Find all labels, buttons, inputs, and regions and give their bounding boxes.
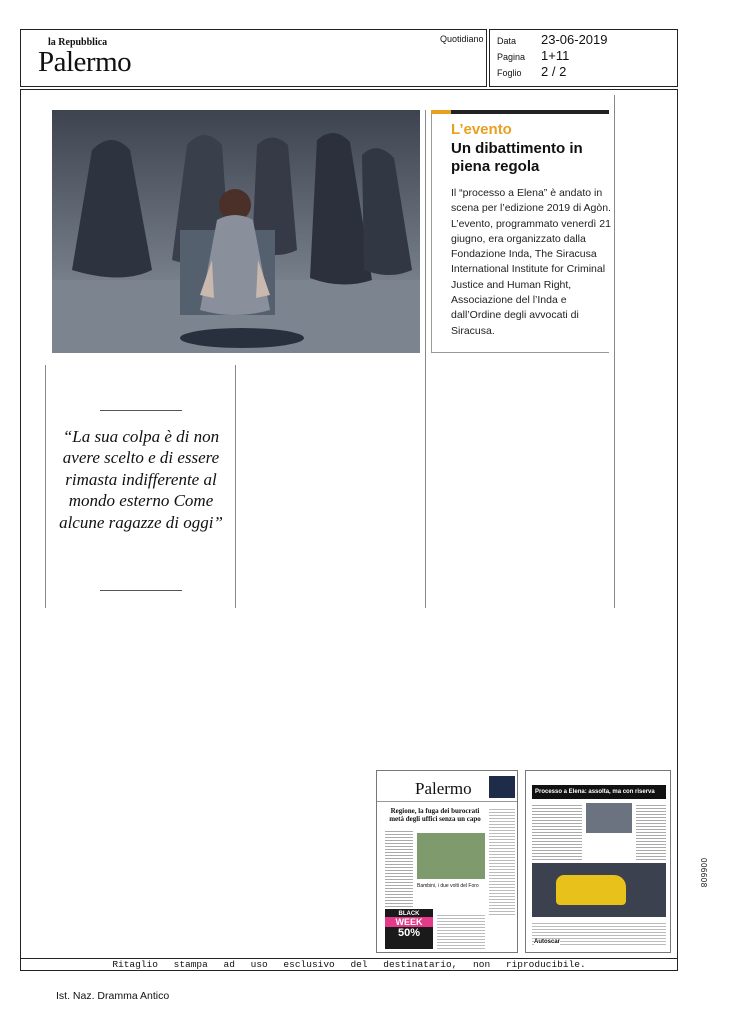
- front-page-thumbnail: [376, 770, 518, 953]
- frequency-label: Quotidiano: [440, 34, 484, 44]
- thumb-ad-mid: WEEK: [385, 917, 433, 927]
- date-label: Data: [497, 36, 517, 46]
- box-bottom-border: [431, 352, 609, 353]
- box-kicker: L’evento: [451, 121, 512, 138]
- inner-page-thumbnail: [525, 770, 671, 953]
- thumb-front-ad: [385, 909, 433, 949]
- column-rule-4: [614, 95, 615, 608]
- box-left-border: [431, 114, 432, 352]
- sheet-label: Foglio: [497, 68, 522, 78]
- thumb-front-brand: Palermo: [415, 779, 472, 798]
- disclaimer-bar: Ritaglio stampa ad uso esclusivo del destinatario, non riproducibile.: [20, 958, 678, 971]
- sheet-value: 2 / 2: [541, 64, 567, 79]
- column-rule-3: [425, 110, 426, 608]
- page-value: 1+11: [541, 48, 570, 63]
- thumb-inner-headline: Processo a Elena: assolta, ma con riserva: [532, 785, 666, 799]
- pull-quote: “La sua colpa è di non avere scelto e di essere rimasta indifferente al mondo esterno Come alcune ragazze di oggi”: [59, 427, 223, 532]
- box-title: Un dibattimento in piena regola: [451, 140, 583, 175]
- box-body: Il “processo a Elena” è andato in scena per l’edizione 2019 di Agòn. L’evento, programmato venerdì 21 giugno, era organizzato dalla Fondazione Inda, The Siracusa International Institute for Criminal Justice and Human Right, Associazione del l’Inda e dall’Ordine degli avvocati di Siracusa.: [451, 187, 611, 337]
- thumb-inner-footer: Autoscar: [534, 939, 561, 945]
- stage-photo-image: [52, 110, 420, 353]
- source-label: Ist. Naz. Dramma Antico: [56, 990, 170, 1002]
- box-accent-bar: [431, 110, 451, 114]
- quote-rule-top: [100, 410, 182, 411]
- thumb-ad-pct: 50%: [397, 927, 421, 939]
- clipping-code: 006608: [699, 858, 708, 888]
- quote-rule-bottom: [100, 590, 182, 591]
- thumb-front-sub: Bambini, i due volti del Foro: [417, 883, 479, 889]
- thumb-front-headline: Regione, la fuga dei burocrati metà degli uffici senza un capo: [389, 807, 481, 823]
- brand-small: la Repubblica: [48, 37, 108, 48]
- date-value: 23-06-2019: [541, 32, 608, 47]
- box-top-bar: [431, 110, 609, 114]
- stage-photo: [52, 110, 420, 353]
- page-label: Pagina: [497, 52, 526, 62]
- brand-title: Palermo: [38, 46, 132, 78]
- thumb-ad-top: BLACK: [398, 911, 420, 917]
